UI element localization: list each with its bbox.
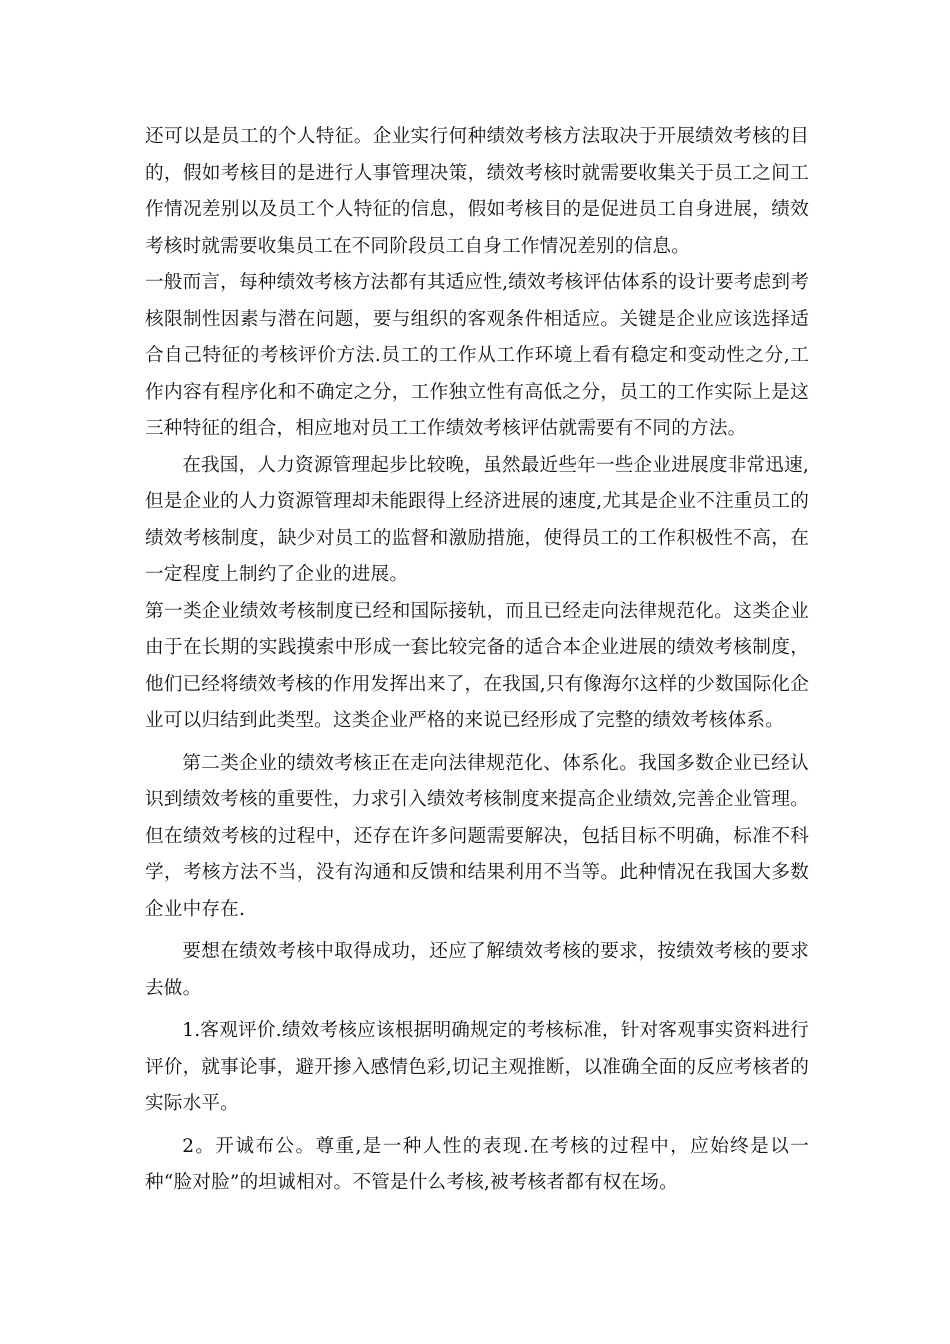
paragraph-requirements: 要想在绩效考核中取得成功，还应了解绩效考核的要求，按绩效考核的要求去做。: [145, 941, 809, 999]
paragraph-second-type: 第二类企业的绩效考核正在走向法律规范化、体系化。我国多数企业已经认识到绩效考核的重要性，力求引入绩效考核制度来提高企业绩效,完善企业管理。但在绩效考核的过程中，还存在许多问题需要解决，包括目标不明确，标准不科学，考核方法不当，没有沟通和反馈和结果利用不当等。此种情况在我国大多数企业中存在.: [145, 752, 809, 920]
document-body: [145, 119, 809, 1202]
paragraph-adaptability: 一般而言，每种绩效考核方法都有其适应性,绩效考核评估体系的设计要考虑到考核限制性因素与潜在问题，要与组织的客观条件相适应。关键是企业应该选择适合自己特征的考核评价方法.员工的工作从工作环境上看有稳定和变动性之分,工作内容有程序化和不确定之分，工作独立性有高低之分，员工的工作实际上是这三种特征的组合，相应地对员工工作绩效考核评估就需要有不同的方法。: [145, 272, 809, 439]
paragraph-continuation: 还可以是员工的个人特征。企业实行何种绩效考核方法取决于开展绩效考核的目的，假如考核目的是进行人事管理决策，绩效考核时就需要收集关于员工之间工作情况差别以及员工个人特征的信息，假如考核目的是促进员工自身进展，绩效考核时就需要收集员工在不同阶段员工自身工作情况差别的信息。: [145, 126, 809, 257]
paragraph-item-2: 2。开诚布公。尊重,是一种人性的表现.在考核的过程中，应始终是以一种“脸对脸”的坦诚相对。不管是什么考核,被考核者都有权在场。: [145, 1135, 809, 1193]
paragraph-item-1: 1.客观评价.绩效考核应该根据明确规定的考核标准，针对客观事实资料进行评价，就事论事，避开掺入感情色彩,切记主观推断，以准确全面的反应考核者的实际水平。: [145, 1020, 809, 1114]
paragraph-first-type: 第一类企业绩效考核制度已经和国际接轨，而且已经走向法律规范化。这类企业由于在长期的实践摸索中形成一套比较完备的适合本企业进展的绩效考核制度，他们已经将绩效考核的作用发挥出来了，在我国,只有像海尔这样的少数国际化企业可以归结到此类型。这类企业严格的来说已经形成了完整的绩效考核体系。: [145, 600, 809, 731]
paragraph-china-hr: 在我国，人力资源管理起步比较晚，虽然最近些年一些企业进展度非常迅速,但是企业的人力资源管理却未能跟得上经济进展的速度,尤其是企业不注重员工的绩效考核制度，缺少对员工的监督和激励措施，使得员工的工作积极性不高，在一定程度上制约了企业的进展。: [145, 454, 809, 585]
